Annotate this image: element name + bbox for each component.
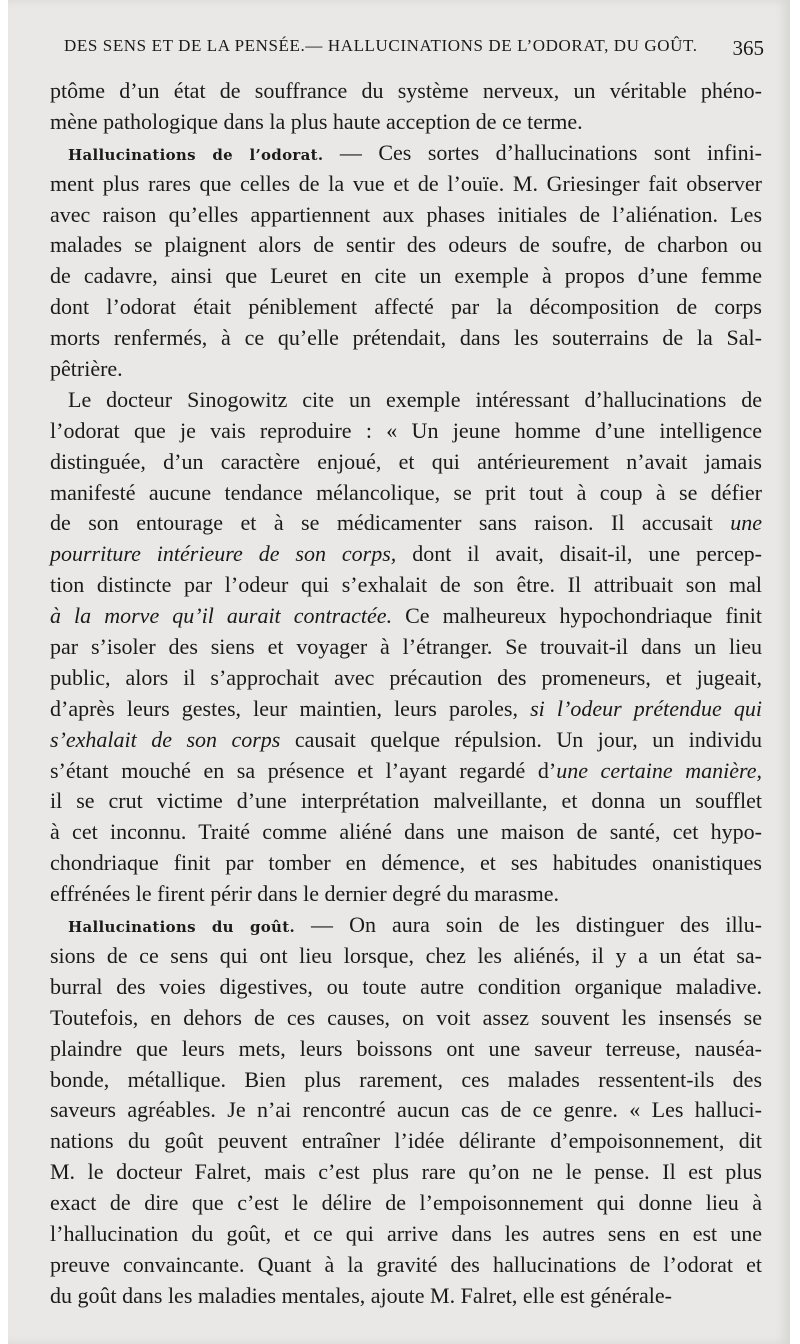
text-line xyxy=(50,879,762,910)
text-line xyxy=(50,848,762,879)
page-number: 365 xyxy=(732,36,764,60)
line-text: mène pathologique dans la plus haute acception de ce terme. xyxy=(50,108,583,134)
line-text: Toutefois, en dehors de ces causes, on voit assez souvent les insensés se xyxy=(50,1004,762,1030)
line-text: pêtrière. xyxy=(50,356,123,382)
line-text: de son entourage et à se médicamenter sans raison. Il accusait xyxy=(50,510,731,536)
text-line xyxy=(50,663,762,694)
line-text: plaindre que leurs mets, leurs boissons ont une saveur terreuse, nauséa- xyxy=(50,1035,762,1061)
line-text: malades se plaignent alors de sentir des odeurs de soufre, de charbon ou xyxy=(50,232,762,258)
text-line xyxy=(50,169,762,200)
line-text: effrénées le firent périr dans le dernier degré du marasme. xyxy=(50,881,560,907)
text-line xyxy=(50,1003,762,1034)
text-line xyxy=(50,1281,762,1312)
line-text: morts renfermés, à ce qu’elle prétendait, dans les souterrains de la Sal- xyxy=(50,325,762,351)
line-text: s’étant mouché en sa présence et l’ayant regardé d’ xyxy=(50,757,557,783)
line-text: l’hallucination du goût, et ce qui arrive dans les autres sens en est une xyxy=(50,1220,762,1246)
text-line xyxy=(50,416,762,447)
text-line xyxy=(50,508,762,539)
line-text: nations du goût peuvent entraîner l’idée délirante d’empoisonnement, dit xyxy=(50,1128,762,1154)
running-header xyxy=(64,36,764,61)
text-line xyxy=(50,76,762,107)
line-text: tion distincte par l’odeur qui s’exhalait de son être. Il attribuait son mal xyxy=(50,572,762,598)
line-text: du goût dans les maladies mentales, ajoute M. Falret, elle est générale- xyxy=(50,1282,672,1308)
section-heading: Hallucinations de l’odorat. xyxy=(68,145,324,164)
text-line xyxy=(50,756,762,787)
line-text: manifesté aucune tendance mélancolique, se prit tout à coup à se défier xyxy=(50,479,762,505)
text-line xyxy=(50,972,762,1003)
book-page xyxy=(8,0,790,1344)
line-text: burral des voies digestives, ou toute autre condition organique maladive. xyxy=(50,973,762,999)
text-line xyxy=(50,200,762,231)
page-body xyxy=(50,76,762,1312)
text-line xyxy=(50,1188,762,1219)
line-text: avec raison qu’elles appartiennent aux phases initiales de l’aliénation. Les xyxy=(50,201,762,227)
italic-text: à la morve qu’il aurait contractée. xyxy=(50,603,393,629)
text-line xyxy=(50,632,762,663)
italic-text: s’exhalait de son corps xyxy=(50,726,281,752)
text-line xyxy=(50,385,762,416)
text-line xyxy=(50,138,762,169)
text-line xyxy=(50,910,762,941)
line-text: saveurs agréables. Je n’ai rencontré aucun cas de ce genre. « Les halluci- xyxy=(50,1097,762,1123)
text-line xyxy=(50,323,762,354)
running-title: DES SENS ET DE LA PENSÉE.— HALLUCINATIONS DE L’ODORAT, DU GOÛT. xyxy=(64,36,698,55)
line-text: sions de ce sens qui ont lieu lorsque, chez les aliénés, il y a un état sa- xyxy=(50,942,762,968)
text-line xyxy=(50,941,762,972)
line-text: preuve convaincante. Quant à la gravité des hallucinations de l’odorat et xyxy=(50,1251,762,1277)
text-line xyxy=(50,539,762,570)
text-line xyxy=(50,570,762,601)
line-text: dont l’odorat était péniblement affecté par la décomposition de corps xyxy=(50,294,762,320)
line-text: public, alors il s’approchait avec précaution des promeneurs, et jugeait, xyxy=(50,664,762,690)
italic-text: une certaine manière, xyxy=(556,757,762,783)
text-line xyxy=(50,1065,762,1096)
section-heading: Hallucinations du goût. xyxy=(68,918,296,937)
text-line xyxy=(50,107,762,138)
line-text: par s’isoler des siens et voyager à l’étranger. Se trouvait-il dans un lieu xyxy=(50,634,762,660)
text-line xyxy=(50,1126,762,1157)
text-line xyxy=(50,1157,762,1188)
line-text: — Ces sortes d’hallucinations sont infini- xyxy=(323,139,763,165)
italic-text: une xyxy=(730,510,762,536)
line-text: ptôme d’un état de souffrance du système nerveux, un véritable phéno- xyxy=(50,78,762,103)
line-text: l’odorat que je vais reproduire : « Un jeune homme d’une intelligence xyxy=(50,417,762,443)
text-line xyxy=(50,1095,762,1126)
text-line xyxy=(50,478,762,509)
text-line xyxy=(50,1250,762,1281)
line-text: ment plus rares que celles de la vue et de l’ouïe. M. Griesinger fait observer xyxy=(50,170,762,196)
text-line xyxy=(50,1219,762,1250)
italic-text: si l’odeur prétendue qui xyxy=(530,695,762,721)
text-line xyxy=(50,817,762,848)
line-text: il se crut victime d’une interprétation malveillante, et donna un soufflet xyxy=(50,788,762,814)
text-line xyxy=(50,354,762,385)
line-text: dont il avait, disait-il, une percep- xyxy=(396,541,762,567)
line-text: distinguée, d’un caractère enjoué, et qui antérieurement n’avait jamais xyxy=(50,448,762,474)
line-text: bonde, métallique. Bien plus rarement, ces malades ressentent-ils des xyxy=(50,1066,762,1092)
line-text: de cadavre, ainsi que Leuret en cite un exemple à propos d’une femme xyxy=(50,263,762,289)
text-line xyxy=(50,725,762,756)
line-text: M. le docteur Falret, mais c’est plus rare qu’on ne le pense. Il est plus xyxy=(50,1159,762,1185)
italic-text: pourriture intérieure de son corps, xyxy=(50,541,397,567)
line-text: Ce malheureux hypochondriaque finit xyxy=(392,603,762,629)
text-line xyxy=(50,447,762,478)
text-line xyxy=(50,261,762,292)
text-line xyxy=(50,694,762,725)
line-text: à cet inconnu. Traité comme aliéné dans une maison de santé, cet hypo- xyxy=(50,819,762,845)
line-text: chondriaque finit par tomber en démence, et ses habitudes onanistiques xyxy=(50,850,762,876)
line-text: exact de dire que c’est le délire de l’empoisonnement qui donne lieu à xyxy=(50,1190,762,1216)
text-line xyxy=(50,786,762,817)
text-line xyxy=(50,230,762,261)
line-text: causait quelque répulsion. Un jour, un individu xyxy=(280,726,763,752)
line-text: — On aura soin de les distinguer des illu- xyxy=(295,912,762,938)
text-line xyxy=(50,292,762,323)
line-text: Le docteur Sinogowitz cite un exemple intéressant d’hallucinations de xyxy=(68,386,762,412)
text-line xyxy=(50,601,762,632)
line-text: d’après leurs gestes, leur maintien, leurs paroles, xyxy=(50,695,531,721)
text-line xyxy=(50,1034,762,1065)
